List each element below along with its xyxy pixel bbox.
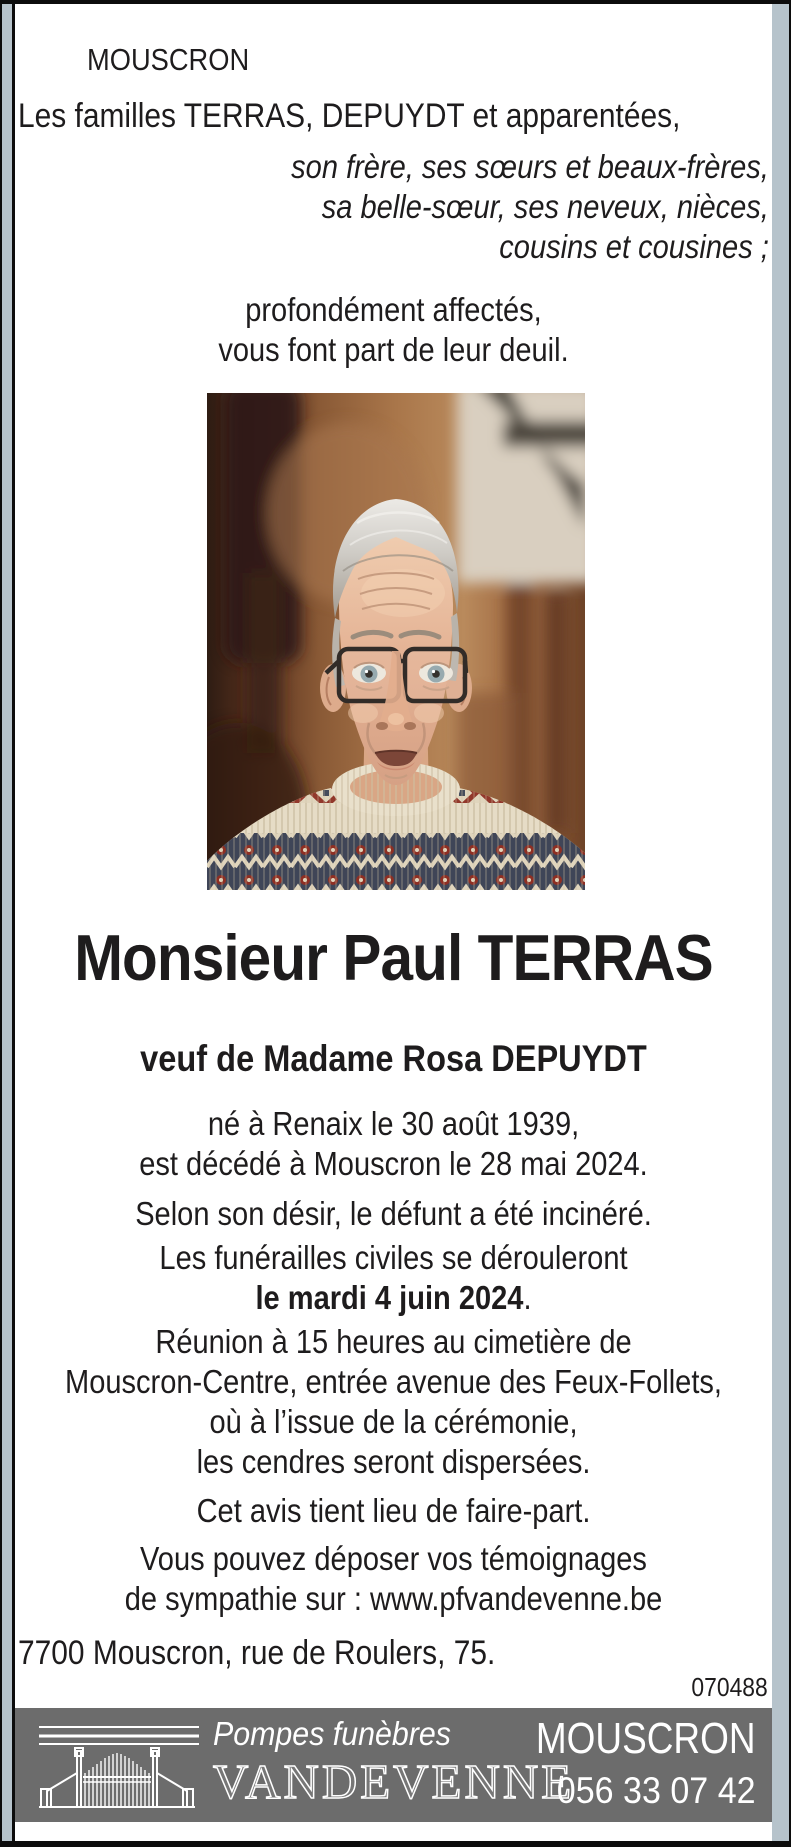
funeral-date-line (60, 1278, 726, 1318)
notice-paragraph (15, 1491, 772, 1531)
funeral-home-city: MOUSCRON (536, 1714, 756, 1763)
funeral-home-banner (15, 1708, 772, 1822)
funeral-paragraph (15, 1238, 772, 1318)
death-line: est décédé à Mouscron le 28 mai 2024. (139, 1145, 648, 1182)
family-intro (18, 96, 771, 136)
portrait-photo (207, 393, 585, 890)
funeral-home-name: VANDEVENNE (213, 1754, 575, 1809)
ceremony-line: Réunion à 15 heures au cimetière de (155, 1323, 632, 1360)
ceremony-paragraph (15, 1322, 772, 1482)
spouse-line (15, 1038, 772, 1080)
birth-line: né à Renaix le 30 août 1939, (207, 1105, 580, 1142)
cremation-paragraph (15, 1194, 772, 1234)
condolence-line: Vous pouvez déposer vos témoignages (140, 1540, 647, 1577)
relatives-list (226, 147, 769, 267)
affected-statement (15, 290, 772, 370)
funeral-home-address (18, 1634, 560, 1673)
reference-number-text: 070488 (691, 1672, 768, 1702)
relatives-line: cousins et cousines ; (499, 228, 769, 265)
affected-line: profondément affectés, (245, 291, 542, 328)
funeral-home-contact-block (494, 1716, 756, 1811)
funeral-date: le mardi 4 juin 2024 (255, 1279, 524, 1316)
ceremony-line: Mouscron-Centre, entrée avenue des Feux-Follets, (65, 1363, 722, 1400)
location-header (87, 42, 271, 78)
cemetery-gate-icon (31, 1715, 203, 1815)
notice-line-text: Cet avis tient lieu de faire-part. (196, 1492, 591, 1529)
ceremony-line: où à l’issue de la cérémonie, (209, 1403, 578, 1440)
relatives-line: sa belle-sœur, ses neveux, nièces, (321, 188, 769, 225)
funeral-intro-line: Les funérailles civiles se dérouleront (159, 1239, 628, 1276)
funeral-home-tagline: Pompes funèbres (213, 1715, 451, 1752)
location-header-text: MOUSCRON (87, 42, 250, 77)
funeral-home-address-text: 7700 Mouscron, rue de Roulers, 75. (18, 1634, 496, 1672)
cremation-line-text: Selon son désir, le défunt a été incinéré. (135, 1195, 652, 1232)
affected-line: vous font part de leur deuil. (218, 331, 569, 368)
family-intro-text: Les familles TERRAS, DEPUYDT et apparentées, (18, 97, 681, 135)
spouse-line-text: veuf de Madame Rosa DEPUYDT (140, 1038, 647, 1079)
condolence-line-website: de sympathie sur : www.pfvandevenne.be (124, 1580, 663, 1617)
portrait-photo-illustration (207, 393, 585, 890)
birth-death-paragraph (15, 1104, 772, 1184)
deceased-name (15, 920, 772, 995)
obituary-card (12, 4, 772, 1841)
deceased-name-text: Monsieur Paul TERRAS (74, 921, 713, 994)
funeral-home-phone: 056 33 07 42 (557, 1770, 756, 1811)
relatives-line: son frère, ses sœurs et beaux-frères, (291, 148, 769, 185)
funeral-date-suffix: . (523, 1279, 532, 1316)
reference-number (681, 1672, 768, 1703)
ceremony-line: les cendres seront dispersées. (196, 1443, 591, 1480)
condolence-paragraph (15, 1539, 772, 1619)
